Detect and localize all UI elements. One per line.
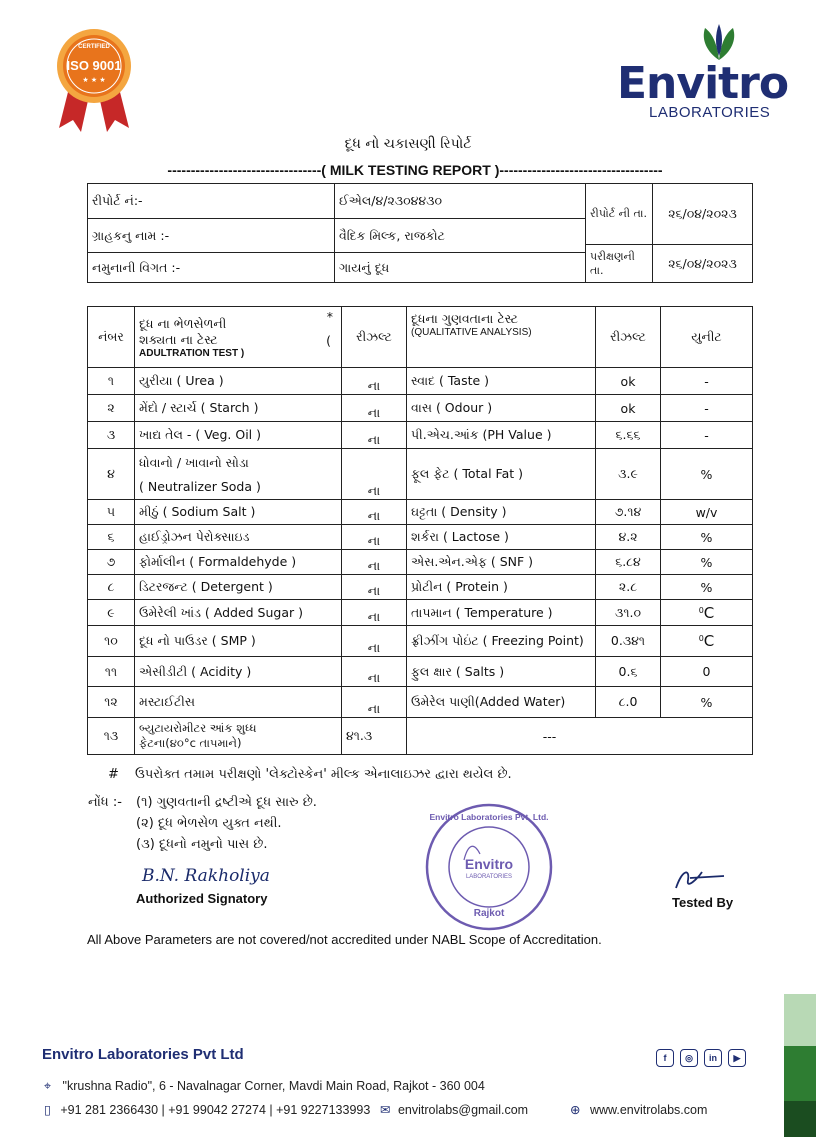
row-number: ૭ — [88, 550, 135, 575]
instagram-icon[interactable]: ◎ — [680, 1049, 698, 1067]
row-number: ૩ — [88, 422, 135, 449]
youtube-icon[interactable]: ▶ — [728, 1049, 746, 1067]
authorized-signature: B.N. Rakholiya — [142, 866, 270, 886]
test-date-value: ૨૬/૦૪/૨૦૨૩ — [653, 245, 753, 283]
row-quality-test: પી.એચ.આંક (PH Value ) — [407, 422, 596, 449]
footer-email[interactable]: envitrolabs@gmail.com — [397, 1103, 529, 1117]
row-quality-test: સ્વાદ ( Taste ) — [407, 368, 596, 395]
stamp-top-text: Envitro Laboratories Pvt. Ltd. — [429, 812, 549, 822]
report-date-value: ૨૬/૦૪/૨૦૨૩ — [653, 184, 753, 245]
row-adulteration-test — [135, 449, 342, 500]
row-quality-test: એસ.એન.એફ ( SNF ) — [407, 550, 596, 575]
row-number: ૬ — [88, 525, 135, 550]
row-quality-result: ૮.0 — [596, 687, 661, 718]
table-row — [88, 368, 753, 395]
header-adulteration-line2: શક્યતા ના ટેસ્ટ — [139, 331, 218, 347]
row-adulteration-result: ના — [342, 626, 407, 657]
row-adulteration-result: ના — [342, 449, 407, 500]
row-unit: - — [661, 368, 753, 395]
row-number: ૯ — [88, 600, 135, 626]
table-row — [88, 422, 753, 449]
row-unit: - — [661, 422, 753, 449]
row-quality-test: પ્રોટીન ( Protein ) — [407, 575, 596, 600]
note-2: (૨) દૂધ ભેળસેળ યુક્ત નથી. — [136, 816, 282, 831]
report-title-english: ---------------------------------( MILK TESTING REPORT )----------------------------------- — [167, 162, 663, 178]
notes-label: નોંધ :- — [88, 795, 122, 810]
header-result-2: રીઝલ્ટ — [596, 307, 661, 368]
test-results-table — [87, 306, 753, 755]
footer-website[interactable]: www.envitrolabs.com — [589, 1103, 708, 1117]
social-icons — [650, 1046, 746, 1067]
header-qualitative-line1: દૂધના ગુણવતાના ટેસ્ટ — [411, 311, 519, 326]
last-row-test — [135, 718, 342, 755]
last-row-test-line1: બ્યુટાયરોમીટર આંક શુધ્ધ — [139, 721, 257, 735]
row-number: ૧૧ — [88, 657, 135, 687]
row-adulteration-test: ખાદ્ય તેલ - ( Veg. Oil ) — [135, 422, 342, 449]
note-hash-text: ઉપરોક્ત તમામ પરીક્ષણો 'લેક્ટોસ્કેન' મીલ્ક એનાલાઇઝર દ્વારા થયેલ છે. — [135, 767, 512, 782]
table-row — [88, 657, 753, 687]
row-adulteration-result: ના — [342, 525, 407, 550]
row-unit: - — [661, 395, 753, 422]
table-row — [88, 575, 753, 600]
badge-line1: CERTIFIED — [78, 44, 110, 50]
row-quality-result: ૩૧.૦ — [596, 600, 661, 626]
row-unit: % — [661, 449, 753, 500]
logo-wordmark: Envitro — [617, 58, 789, 109]
row-unit: % — [661, 575, 753, 600]
header-star: * — [326, 309, 333, 324]
header-adulteration-line3: ADULTRATION TEST ) — [139, 347, 245, 359]
row-unit: 0 — [661, 657, 753, 687]
row-adulteration-test: હાઈડ્રોઝન પેરોક્સાઇડ — [135, 525, 342, 550]
sample-value: ગાયનું દૂધ — [335, 253, 586, 283]
last-row-test-line2: ફેટના(૪૦°c તાપમાને) — [139, 736, 242, 750]
row-quality-result: ૨.૮ — [596, 575, 661, 600]
sample-label: નમુનાની વિગત :- — [88, 253, 335, 283]
table-row — [88, 395, 753, 422]
row-number: ૧૦ — [88, 626, 135, 657]
row-quality-result: ok — [596, 395, 661, 422]
row-adulteration-result: ના — [342, 368, 407, 395]
row-quality-result: 0.૬ — [596, 657, 661, 687]
footer-address-row — [44, 1079, 485, 1094]
table-row — [88, 626, 753, 657]
row-adulteration-test: એસીડીટી ( Acidity ) — [135, 657, 342, 687]
table-row — [88, 600, 753, 626]
table-row — [88, 550, 753, 575]
last-row-number: ૧૩ — [88, 718, 135, 755]
header-result: રીઝલ્ટ — [342, 307, 407, 368]
report-date-label: રીપોર્ટ ની તા. — [586, 184, 653, 245]
footer-company: Envitro Laboratories Pvt Ltd — [42, 1046, 244, 1063]
header-adulteration — [135, 307, 342, 368]
row-adulteration-result: ના — [342, 657, 407, 687]
row-quality-result: ૪.૨ — [596, 525, 661, 550]
customer-value: વૈદિક મિલ્ક, રાજકોટ — [335, 219, 586, 253]
last-row-dash: --- — [542, 728, 557, 744]
footer-phone-row — [44, 1102, 370, 1117]
table-row — [88, 687, 753, 718]
badge-line2: ISO 9001 — [66, 58, 122, 73]
table-row — [88, 525, 753, 550]
authorized-signatory-label: Authorized Signatory — [136, 891, 268, 906]
report-title-gujarati: દૂધ નો ચકાસણી રિપોર્ટ — [344, 136, 472, 152]
company-logo — [617, 22, 802, 122]
stamp-center: Envitro — [464, 856, 514, 872]
row-adulteration-test: મેંદો / સ્ટાર્ચ ( Starch ) — [135, 395, 342, 422]
last-row-result: ૪૧.૩ — [342, 718, 407, 755]
note-3: (૩) દૂધનો નમુનો પાસ છે. — [136, 837, 268, 852]
customer-label: ગ્રાહકનુ નામ :- — [88, 219, 335, 253]
footer-accent — [774, 994, 816, 1137]
row-quality-test: ઘટ્ટતા ( Density ) — [407, 500, 596, 525]
email-icon: ✉ — [380, 1103, 391, 1117]
row-number: ૧ — [88, 368, 135, 395]
footer-email-row — [380, 1102, 528, 1117]
row-quality-result: ૬.૮૪ — [596, 550, 661, 575]
header-number: નંબર — [88, 307, 135, 368]
facebook-icon[interactable]: f — [656, 1049, 674, 1067]
row-quality-test: તાપમાન ( Temperature ) — [407, 600, 596, 626]
iso-badge — [55, 28, 133, 138]
row-adulteration-result: ના — [342, 687, 407, 718]
note-hash: # — [108, 767, 119, 782]
row-adulteration-line1: ધોવાનો / ખાવાનો સોડા — [139, 454, 249, 470]
header-unit: યુનીટ — [661, 307, 753, 368]
row-quality-test: શર્કરા ( Lactose ) — [407, 525, 596, 550]
row-unit: % — [661, 687, 753, 718]
row-adulteration-test: યુરીયા ( Urea ) — [135, 368, 342, 395]
row-quality-test: વાસ ( Odour ) — [407, 395, 596, 422]
note-1: (૧) ગુણવતાની દ્રષ્ટીએ દૂધ સારુ છે. — [136, 795, 317, 810]
row-number: ૫ — [88, 500, 135, 525]
globe-icon: ⊕ — [570, 1103, 581, 1117]
header-qualitative — [407, 307, 596, 368]
row-adulteration-test: ઉમેરેલી ખાંડ ( Added Sugar ) — [135, 600, 342, 626]
row-quality-test: ઉમેરેલ પાણી(Added Water) — [407, 687, 596, 718]
footer-phones: +91 281 2366430 | +91 99042 27274 | +91 9227133993 — [60, 1103, 371, 1117]
row-adulteration-line2: ( Neutralizer Soda ) — [139, 478, 261, 494]
stamp-center-sub: LABORATORIES — [465, 874, 513, 880]
row-number: ૨ — [88, 395, 135, 422]
row-unit: $^0$C — [661, 626, 753, 657]
tester-signature — [672, 864, 732, 894]
badge-stars: ★ ★ ★ — [82, 76, 106, 84]
row-adulteration-result: ના — [342, 550, 407, 575]
row-number: ૮ — [88, 575, 135, 600]
row-quality-test: ફૂલ ફેટ ( Total Fat ) — [407, 449, 596, 500]
row-number: ૪ — [88, 449, 135, 500]
nabl-disclaimer: All Above Parameters are not covered/not accredited under NABL Scope of Accreditation. — [87, 932, 602, 947]
row-quality-result: 0.૩૪૧ — [596, 626, 661, 657]
report-no-value: ઈએલ/૪/૨૩૦૪૪૩૦ — [335, 184, 586, 219]
row-adulteration-test: દૂધ નો પાઉડર ( SMP ) — [135, 626, 342, 657]
header-paren: ( — [326, 333, 331, 348]
table-row — [88, 500, 753, 525]
row-quality-result: ૩.૯ — [596, 449, 661, 500]
row-adulteration-result: ના — [342, 600, 407, 626]
last-row-empty — [407, 718, 753, 755]
row-adulteration-result: ના — [342, 575, 407, 600]
footer-address: "krushna Radio", 6 - Navalnagar Corner, Mavdi Main Road, Rajkot - 360 004 — [62, 1079, 485, 1093]
location-icon: ⌖ — [44, 1079, 52, 1093]
row-unit: % — [661, 525, 753, 550]
table-row — [88, 449, 753, 500]
row-adulteration-result: ના — [342, 422, 407, 449]
phone-icon: ▯ — [44, 1103, 51, 1117]
row-quality-result: ok — [596, 368, 661, 395]
row-quality-test: ફ્રીઝીંગ પોઇંટ ( Freezing Point) — [407, 626, 596, 657]
company-stamp — [424, 802, 554, 932]
row-quality-test: ફુલ ક્ષાર ( Salts ) — [407, 657, 596, 687]
row-adulteration-test: ડિટરજન્ટ ( Detergent ) — [135, 575, 342, 600]
row-number: ૧૨ — [88, 687, 135, 718]
row-adulteration-test: ફોર્માલીન ( Formaldehyde ) — [135, 550, 342, 575]
row-adulteration-result: ના — [342, 500, 407, 525]
row-quality-result: ૬.૬૬ — [596, 422, 661, 449]
linkedin-icon[interactable]: in — [704, 1049, 722, 1067]
footer-website-row — [570, 1102, 707, 1117]
tested-by-label: Tested By — [672, 895, 734, 910]
report-no-label: રીપોર્ટ નં:- — [88, 184, 335, 219]
logo-subtitle: LABORATORIES — [649, 104, 771, 121]
leaf-icon — [695, 22, 743, 62]
row-adulteration-test: મીઠું ( Sodium Salt ) — [135, 500, 342, 525]
row-quality-result: ૭.૧૪ — [596, 500, 661, 525]
row-adulteration-test: મસ્ટાઈટીસ — [135, 687, 342, 718]
test-date-label: પરીક્ષણની તા. — [586, 245, 653, 283]
header-qualitative-line2: (QUALITATIVE ANALYSIS) — [411, 327, 532, 338]
stamp-bottom: Rajkot — [473, 908, 505, 919]
row-adulteration-result: ના — [342, 395, 407, 422]
report-info-table — [87, 183, 753, 283]
row-unit: w/v — [661, 500, 753, 525]
header-adulteration-line1: દૂધ ના ભેળસેળની — [139, 315, 227, 331]
row-unit: % — [661, 550, 753, 575]
row-unit: $^0$C — [661, 600, 753, 626]
